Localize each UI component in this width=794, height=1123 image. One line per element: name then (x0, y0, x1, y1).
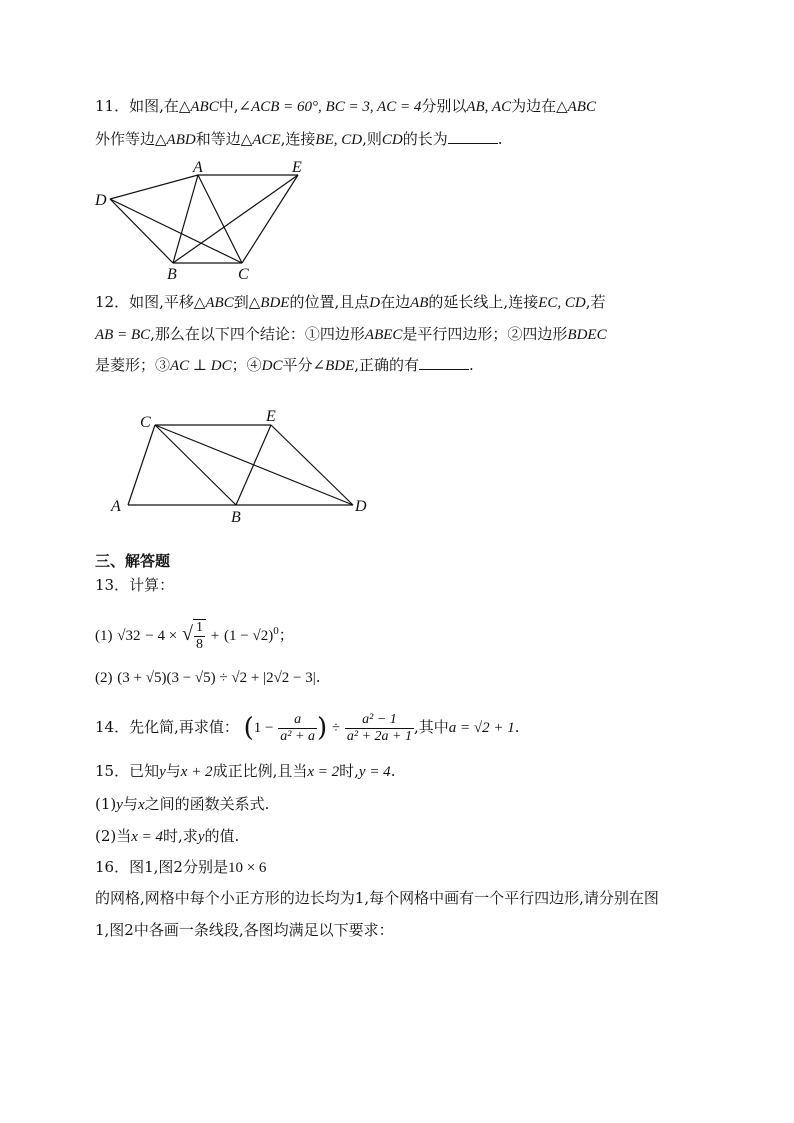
math: △ABC (556, 99, 596, 115)
text: . (514, 718, 520, 736)
numerator: 1 (195, 620, 203, 635)
q13-title: 13．计算： (95, 576, 175, 594)
segment-AB (173, 175, 198, 263)
text: 的延长线上,连接 (428, 293, 539, 311)
section-title: 三、解答题 (95, 552, 171, 570)
text: ,那么在以下四个结论：①四边形 (150, 325, 365, 343)
math: CD (381, 132, 403, 148)
text: 和等边 (195, 130, 241, 148)
text: 平分 (282, 356, 313, 374)
answer-blank[interactable] (448, 129, 498, 144)
q15-line1 (95, 761, 395, 782)
text: 的位置,且点 (289, 293, 370, 311)
text: 的长为 (402, 130, 448, 148)
text: ,正确的有 (354, 356, 420, 374)
q16-line2: 的网格,网格中每个小正方形的边长均为1,每个网格中画有一个平行四边形,请分别在图 (95, 889, 659, 907)
text: 外作等边 (95, 130, 156, 148)
text: 是平行四边形；②四边形 (402, 325, 568, 343)
math: x + 2 (180, 764, 213, 780)
math: x (137, 797, 145, 813)
sqrt-sign: √ (182, 623, 193, 645)
part-label: (1) (95, 628, 113, 644)
q15-line3 (95, 826, 239, 847)
q15-line2 (95, 794, 269, 815)
math: ∠ACB = 60°, BC = 3, AC = 4 (238, 99, 422, 115)
q12-figure (105, 405, 375, 525)
math: AB (410, 295, 429, 311)
numerator: a² − 1 (345, 712, 414, 729)
text: . (497, 130, 503, 148)
text: . (315, 668, 321, 686)
text: 时,求 (163, 827, 198, 845)
text: ；④ (231, 356, 262, 374)
q11-line1 (95, 96, 596, 117)
point-label-D: D (355, 498, 367, 515)
math: BE, CD (315, 132, 363, 148)
text: ,连接 (280, 130, 316, 148)
math: AC ⊥ DC (170, 358, 232, 374)
text: ； (278, 626, 294, 644)
point-label-A: A (111, 498, 121, 515)
text: 是菱形；③ (95, 356, 171, 374)
math: y (197, 829, 205, 845)
text: (1) (95, 795, 117, 813)
math: + (210, 628, 220, 644)
fraction-2 (345, 712, 414, 745)
text: 15．已知 (95, 762, 160, 780)
math: y (116, 797, 123, 813)
math: y = 4 (358, 764, 391, 780)
segment-ED (271, 425, 353, 505)
math: (1 − √2) (224, 628, 274, 644)
text: 16．图1,图2分别是 (95, 858, 228, 876)
segment-AC (128, 425, 155, 505)
math: BDEC (567, 327, 607, 343)
denominator: 8 (195, 637, 203, 652)
math: △ABD (155, 132, 196, 148)
text: 12．如图,平移 (95, 293, 194, 311)
math: (3 + √5)(3 − √5) ÷ √2 + |2√2 − 3| (117, 670, 316, 686)
fraction (193, 619, 206, 653)
math: AB, AC (466, 99, 512, 115)
text: ,若 (585, 293, 606, 311)
point-label-C: C (238, 266, 249, 283)
math: △BDE (248, 295, 290, 311)
q12-line2 (95, 324, 607, 345)
point-label-E: E (292, 159, 302, 176)
point-label-E: E (266, 408, 276, 425)
text: 与 (165, 762, 181, 780)
point-label-B: B (167, 266, 177, 283)
text: ,其中 (414, 718, 449, 736)
text: 分别以 (421, 97, 467, 115)
segment-CB (155, 425, 236, 505)
math: x = 4 (131, 829, 164, 845)
exponent: 0 (273, 625, 279, 637)
fraction-1 (278, 712, 317, 745)
point-label-A: A (193, 159, 203, 176)
math: 1 − (253, 720, 274, 736)
math: x = 2 (307, 764, 340, 780)
point-label-C: C (140, 414, 151, 431)
math: ∠BDE (312, 358, 355, 374)
math: y (159, 764, 166, 780)
math: AB = BC (95, 327, 151, 343)
q13-part1 (95, 611, 294, 651)
denominator: a² + a (280, 728, 315, 744)
math: DC (261, 358, 283, 374)
text: 的值. (204, 827, 240, 845)
text: 中, (218, 97, 239, 115)
math: 10 × 6 (227, 860, 267, 876)
math: a = √2 + 1 (448, 720, 515, 736)
math: D (369, 295, 381, 311)
q16-line1 (95, 857, 266, 878)
q11-line2 (95, 129, 502, 150)
text: 在边 (380, 293, 411, 311)
text: 时, (339, 762, 359, 780)
text: . (469, 356, 474, 374)
segment-CE (242, 175, 298, 263)
segment-BE (236, 425, 271, 505)
denominator: a² + 2a + 1 (346, 728, 412, 744)
numerator: a (278, 712, 317, 729)
math: △ABC (193, 295, 234, 311)
q16-line3: 1,图2中各画一条线段,各图均满足以下要求： (95, 921, 394, 939)
q13-part2 (95, 665, 321, 689)
math: ÷ (331, 720, 341, 736)
math: √32 (117, 628, 141, 644)
q12-line1 (95, 292, 606, 313)
text: 成正比例,且当 (212, 762, 308, 780)
q11-figure (90, 155, 350, 283)
text: (2)当 (95, 827, 132, 845)
q12-line3 (95, 355, 474, 376)
text: 到 (233, 293, 249, 311)
left-paren: ( (243, 713, 254, 743)
text: . (390, 762, 396, 780)
right-paren: ) (316, 713, 328, 743)
segment-DB (110, 199, 173, 263)
point-label-D: D (95, 192, 107, 209)
text: 11．如图,在 (95, 97, 179, 115)
q14-line (95, 707, 520, 747)
text: ,则 (362, 130, 382, 148)
segment-DA (110, 175, 198, 199)
math: △ACE (240, 132, 281, 148)
text: 为边在 (511, 97, 557, 115)
math: − 4 × (145, 628, 178, 644)
math: △ABC (178, 99, 219, 115)
part-label: (2) (95, 670, 113, 686)
math: EC, CD (538, 295, 586, 311)
text: 之间的函数关系式. (144, 795, 270, 813)
text: 与 (122, 795, 138, 813)
math: ABEC (364, 327, 403, 343)
point-label-B: B (231, 509, 241, 526)
answer-blank[interactable] (419, 355, 469, 370)
text: 14．先化简,再求值： (95, 718, 239, 736)
